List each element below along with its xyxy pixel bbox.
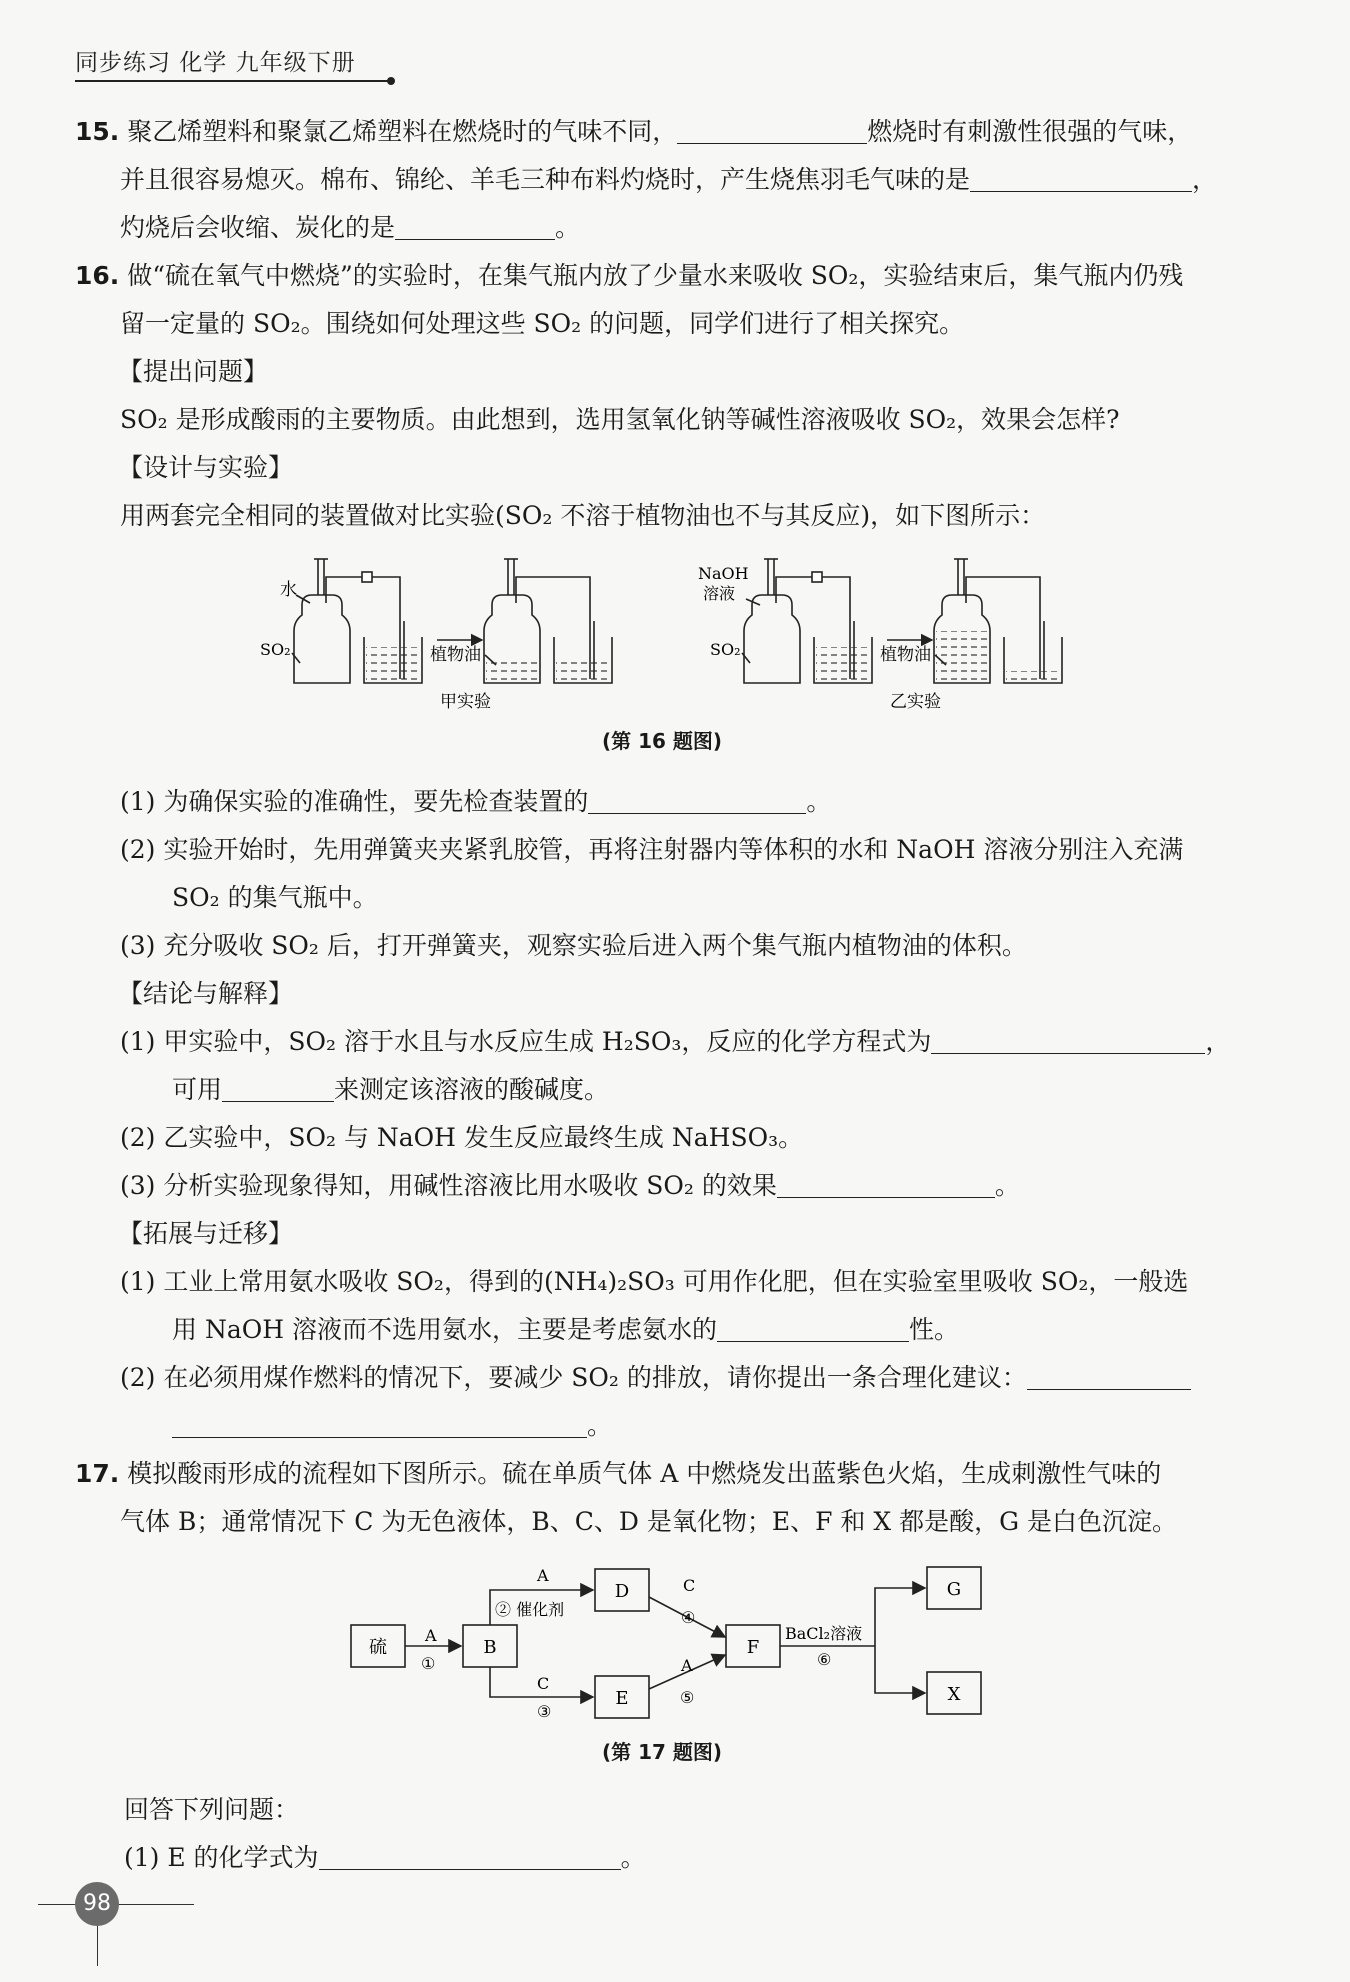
label-so2-a: SO₂ (260, 640, 291, 659)
header-dot (387, 77, 395, 85)
apparatus-b-after (934, 559, 1062, 683)
q16-step-3: (3) 充分吸收 SO₂ 后，打开弹簧夹，观察实验后进入两个集气瓶内植物油的体积。 (120, 931, 1027, 960)
q17-line-1 (75, 1457, 1161, 1491)
edge-step-2: ② 催化剂 (495, 1600, 565, 1619)
node-e: E (615, 1688, 629, 1709)
header-rule (75, 80, 391, 82)
q16-extension-2-cont (172, 1409, 612, 1443)
q16-number: 16. (75, 261, 120, 290)
q16-step-2-cont: SO₂ 的集气瓶中。 (172, 883, 378, 912)
edge-label-a2: A (537, 1566, 549, 1585)
node-x: X (947, 1684, 961, 1705)
q16-extension-1-cont (172, 1313, 959, 1347)
node-b: B (483, 1637, 497, 1658)
label-oil-b: 植物油 (880, 645, 931, 665)
q16-conclusion-1-end: ， (1205, 1027, 1231, 1056)
q17-sub-1-text: (1) E 的化学式为 (124, 1843, 319, 1872)
q16-blank-2[interactable] (931, 1029, 1205, 1054)
q16-blank-7[interactable] (172, 1413, 587, 1438)
q15-blank-3[interactable] (395, 215, 555, 240)
edge-label-a5: A (681, 1656, 693, 1675)
q15-blank-2[interactable] (970, 167, 1192, 192)
label-naoh-solution: 溶液 (703, 584, 736, 603)
edge-step-4: ④ (681, 1608, 696, 1627)
q16-blank-3[interactable] (222, 1077, 334, 1102)
q16-heading-question: 【提出问题】 (118, 357, 269, 386)
q16-step-1 (120, 785, 831, 819)
q16-step-2: (2) 实验开始时，先用弹簧夹夹紧乳胶管，再将注射器内等体积的水和 NaOH 溶液分别注入充满 (120, 835, 1184, 864)
q16-blank-1[interactable] (588, 789, 806, 814)
q16-extension-2 (120, 1361, 1191, 1395)
page-number-stem (97, 1926, 98, 1966)
apparatus-a-after (484, 559, 612, 683)
q17-figure-caption: (第 17 题图) (602, 1740, 723, 1764)
q17-line-2: 气体 B；通常情况下 C 为无色液体，B、C、D 是氧化物；E、F 和 X 都是酸，G 是白色沉淀。 (120, 1507, 1177, 1536)
q16-paragraph-2: 用两套完全相同的装置做对比实验(SO₂ 不溶于植物油也不与其反应)，如下图所示： (120, 501, 1046, 530)
edge-step-6: ⑥ (817, 1650, 832, 1669)
q16-extension-2-text: (2) 在必须用煤作燃料的情况下，要减少 SO₂ 的排放，请你提出一条合理化建议： (120, 1363, 1027, 1392)
q16-paragraph-1: SO₂ 是形成酸雨的主要物质。由此想到，选用氢氧化钠等碱性溶液吸收 SO₂，效果会怎样? (120, 405, 1120, 434)
q16-apparatus-figure (250, 555, 1090, 725)
q15-text: 聚乙烯塑料和聚氯乙烯塑料在燃烧时的气味不同， (127, 117, 678, 146)
q17-sub-1-end: 。 (620, 1843, 646, 1872)
node-g: G (946, 1579, 962, 1600)
q16-blank-4[interactable] (777, 1173, 995, 1198)
q16-extension-1: (1) 工业上常用氨水吸收 SO₂，得到的(NH₄)₂SO₃ 可用作化肥，但在实验室里吸收 SO₂，一般选 (120, 1267, 1189, 1296)
node-sulfur: 硫 (369, 1637, 387, 1658)
q15-line-3 (120, 211, 580, 245)
q15-number: 15. (75, 117, 120, 146)
page-header: 同步练习 化学 九年级下册 (75, 50, 356, 76)
q15-text: 并且很容易熄灭。棉布、锦纶、羊毛三种布料灼烧时，产生烧焦羽毛气味的是 (120, 165, 971, 194)
q15-text: 灼烧后会收缩、炭化的是 (120, 213, 396, 242)
q16-extension-1-text: 用 NaOH 溶液而不选用氨水，主要是考虑氨水的 (172, 1315, 717, 1344)
page-number-rule-left (38, 1904, 75, 1905)
q16-conclusion-1-text3: 来测定该溶液的酸碱度。 (334, 1075, 610, 1104)
q16-blank-5[interactable] (717, 1317, 909, 1342)
q16-conclusion-1-text2: 可用 (172, 1075, 223, 1104)
label-so2-b: SO₂ (710, 640, 741, 659)
page-number: 98 (75, 1882, 119, 1926)
q17-prompt: 回答下列问题： (124, 1795, 300, 1824)
q15-line-1 (75, 115, 1192, 149)
apparatus-a-before (294, 559, 422, 683)
apparatus-b-before (744, 559, 872, 683)
q16-conclusion-2: (2) 乙实验中，SO₂ 与 NaOH 发生反应最终生成 NaHSO₃。 (120, 1123, 804, 1152)
q16-step-1-end: 。 (806, 787, 832, 816)
q16-extension-2-end: 。 (587, 1411, 613, 1440)
q17-text: 模拟酸雨形成的流程如下图所示。硫在单质气体 A 中燃烧发出蓝紫色火焰，生成刺激性气味的 (127, 1459, 1162, 1488)
q16-conclusion-1 (120, 1025, 1230, 1059)
label-exp-a: 甲实验 (440, 692, 491, 712)
q15-text: 。 (555, 213, 581, 242)
q15-blank-1[interactable] (677, 119, 867, 144)
q16-blank-6[interactable] (1027, 1365, 1191, 1390)
q17-number: 17. (75, 1459, 120, 1488)
node-d: D (614, 1581, 630, 1602)
label-oil-a: 植物油 (430, 645, 481, 665)
q16-line-1 (75, 259, 1183, 293)
q16-heading-design: 【设计与实验】 (118, 453, 294, 482)
edge-label-bacl2: BaCl₂溶液 (785, 1624, 863, 1643)
q16-conclusion-3 (120, 1169, 1020, 1203)
edge-label-c4: C (683, 1576, 696, 1595)
q16-heading-conclusion: 【结论与解释】 (118, 979, 294, 1008)
q16-text: 做“硫在氧气中燃烧”的实验时，在集气瓶内放了少量水来吸收 SO₂，实验结束后，集气瓶内仍残 (127, 261, 1184, 290)
edge-step-1: ① (421, 1654, 436, 1673)
node-f: F (746, 1637, 760, 1658)
q16-conclusion-3-end: 。 (994, 1171, 1020, 1200)
q16-figure-caption: (第 16 题图) (602, 729, 723, 753)
edge-step-5: ⑤ (680, 1688, 695, 1707)
q16-heading-extension: 【拓展与迁移】 (118, 1219, 294, 1248)
page-number-rule-right (119, 1904, 194, 1905)
q15-text: 燃烧时有刺激性很强的气味， (867, 117, 1193, 146)
q15-text: ， (1192, 165, 1218, 194)
q16-conclusion-3-text: (3) 分析实验现象得知，用碱性溶液比用水吸收 SO₂ 的效果 (120, 1171, 777, 1200)
q16-step-1-text: (1) 为确保实验的准确性，要先检查装置的 (120, 787, 589, 816)
label-water: 水 (280, 580, 297, 600)
q16-line-2: 留一定量的 SO₂。围绕如何处理这些 SO₂ 的问题，同学们进行了相关探究。 (120, 309, 965, 338)
q17-sub-1 (124, 1841, 646, 1875)
label-exp-b: 乙实验 (890, 692, 941, 712)
q16-conclusion-1-text: (1) 甲实验中，SO₂ 溶于水且与水反应生成 H₂SO₃，反应的化学方程式为 (120, 1027, 932, 1056)
q16-extension-1-end: 性。 (908, 1315, 959, 1344)
q17-blank-1[interactable] (319, 1845, 621, 1870)
edge-label-c3: C (537, 1674, 550, 1693)
q17-flow-diagram (345, 1545, 1005, 1725)
edge-label-a1: A (425, 1626, 437, 1645)
q15-line-2 (120, 163, 1217, 197)
edge-step-3: ③ (537, 1702, 552, 1721)
q16-conclusion-1-cont (172, 1073, 609, 1107)
label-naoh: NaOH (698, 564, 749, 583)
